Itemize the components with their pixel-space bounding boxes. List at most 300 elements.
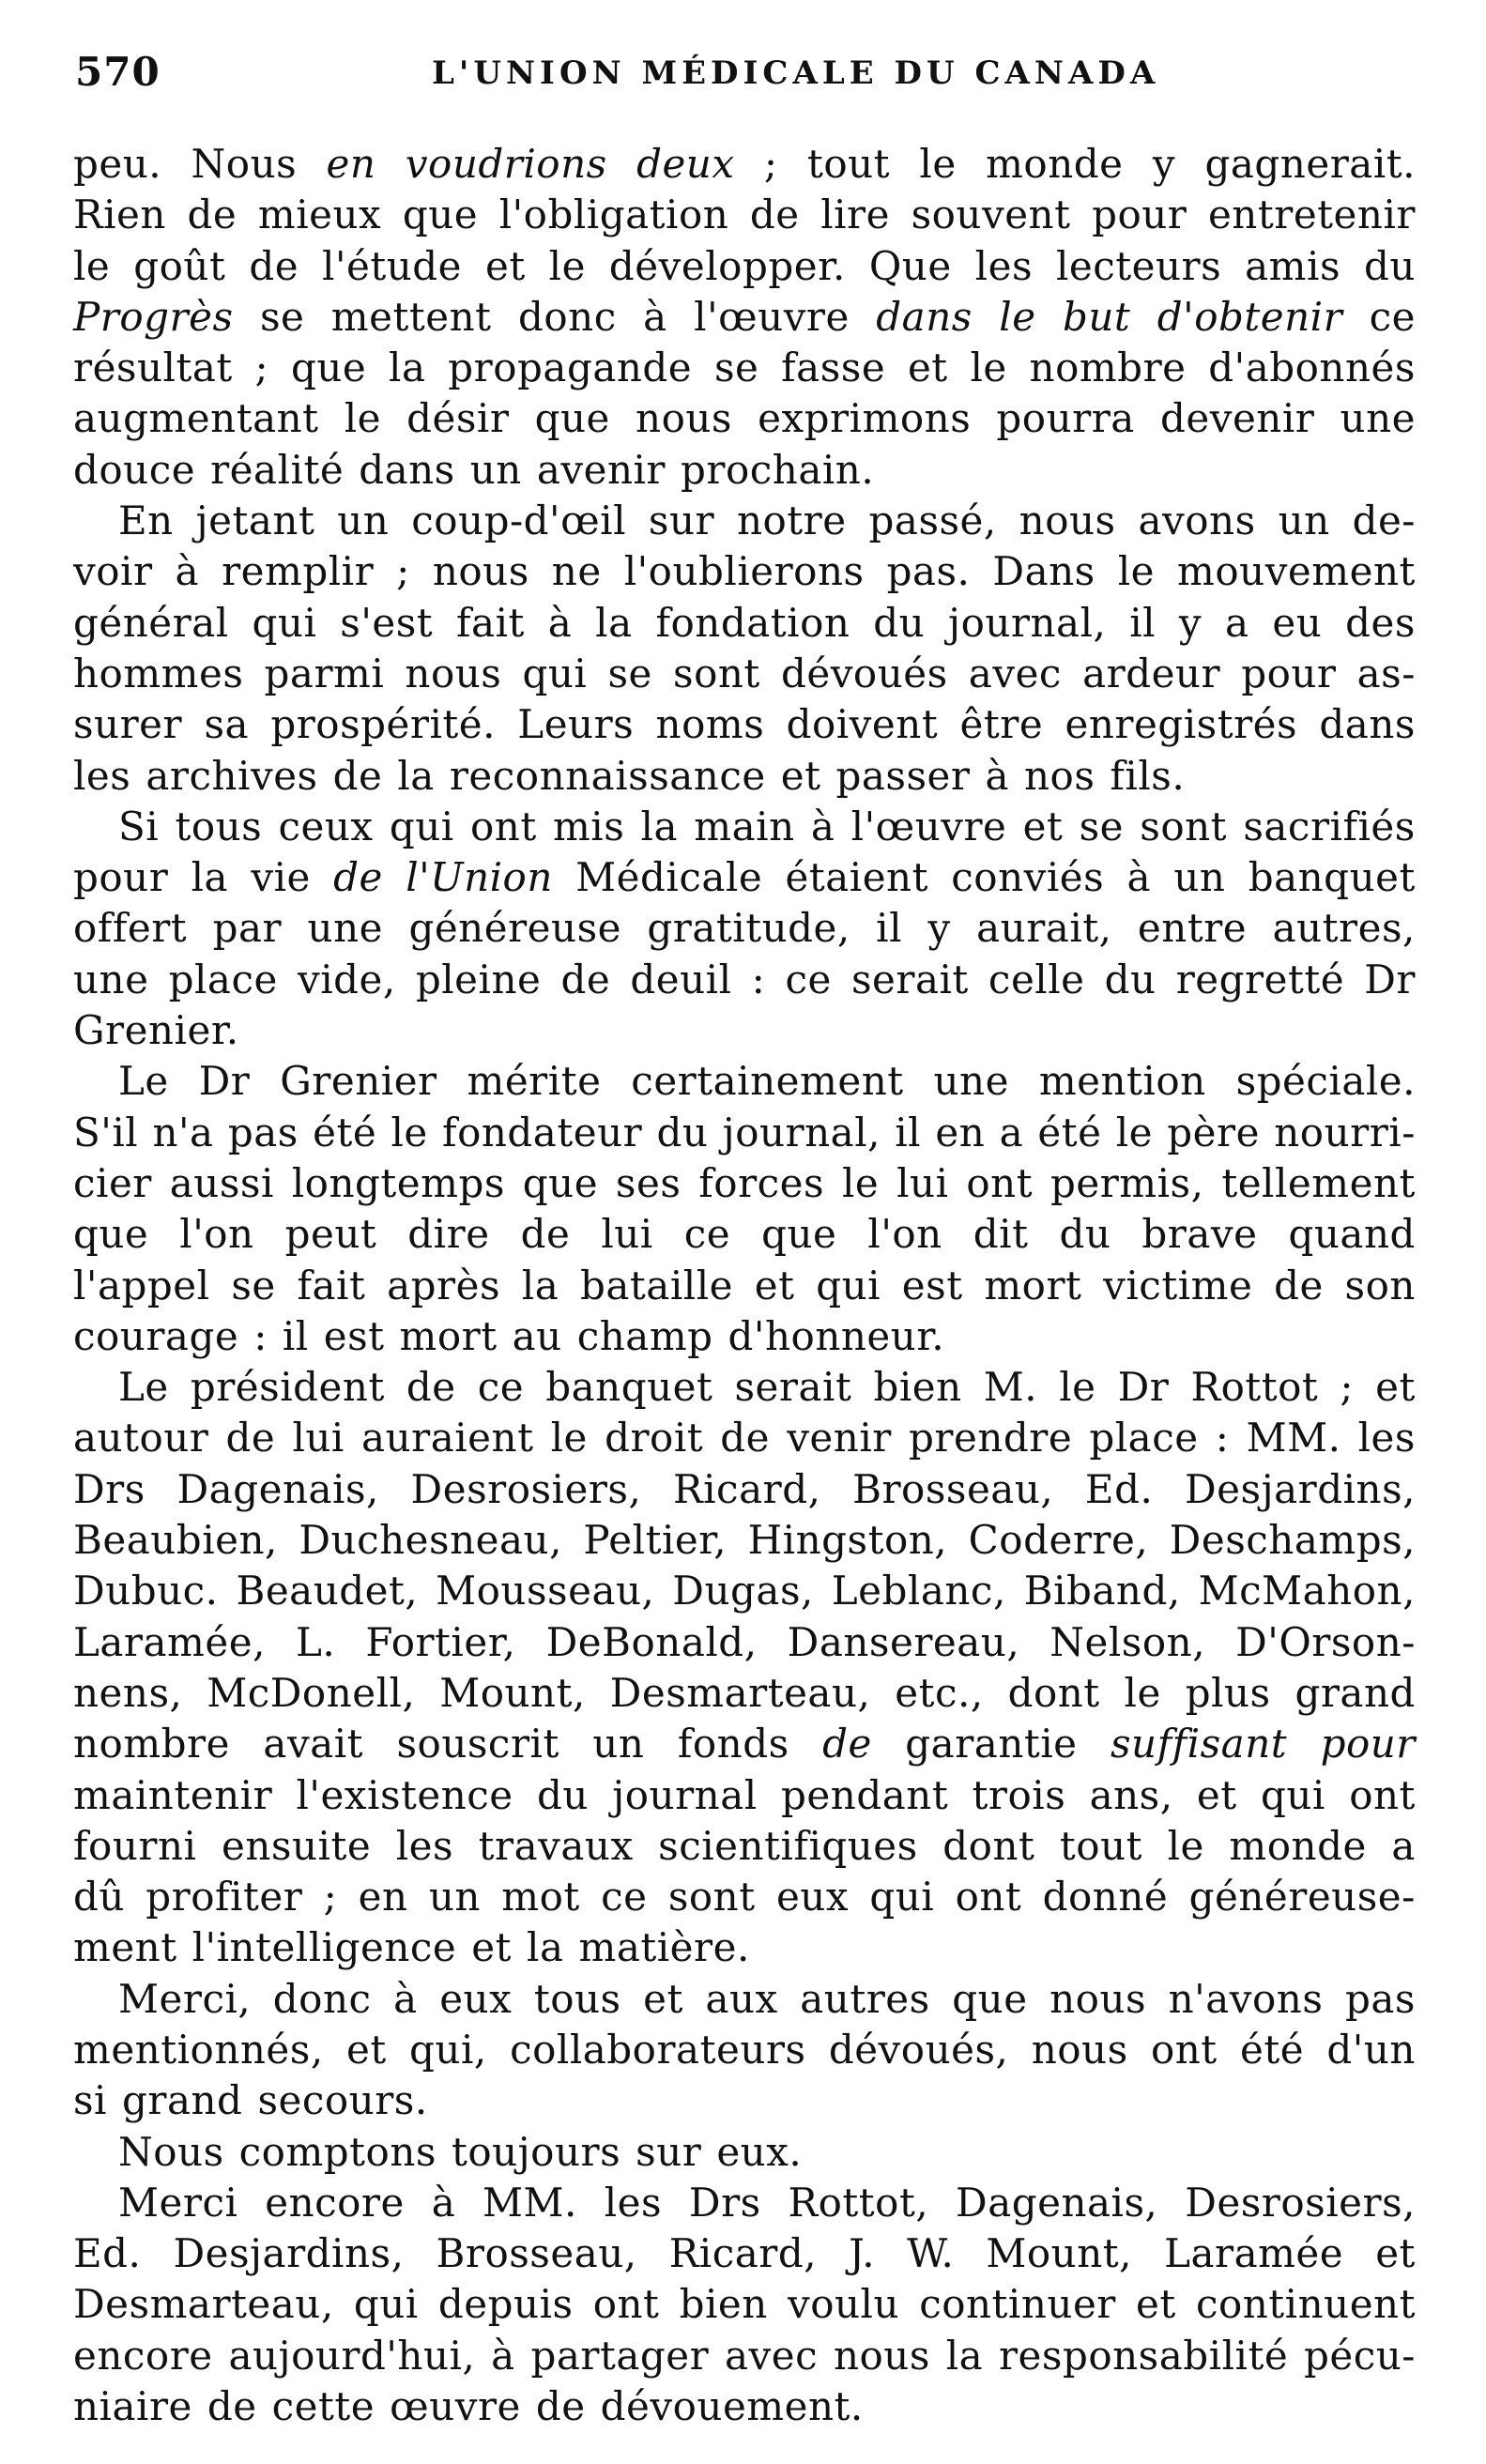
word: et: [1375, 2230, 1416, 2277]
word: doivent: [786, 701, 939, 748]
text-line: [73, 2025, 1416, 2075]
word: mort: [984, 1262, 1082, 1309]
word: une: [933, 1058, 1009, 1105]
word: et: [907, 344, 948, 391]
word: D'Orson-: [1235, 1618, 1416, 1665]
word: n'a: [152, 1109, 214, 1155]
word: Le: [118, 1058, 169, 1105]
word: œuvre: [390, 2383, 521, 2430]
word: ment: [73, 1924, 177, 1971]
word: pourra: [996, 395, 1135, 442]
word: ;: [763, 141, 778, 187]
word: Drs: [688, 2179, 761, 2226]
word: Dans: [992, 548, 1095, 595]
word: peu.: [73, 141, 162, 187]
word: nous: [636, 395, 732, 442]
word: de: [225, 1415, 276, 1462]
word: il: [282, 1312, 309, 1359]
word: grand: [1295, 1669, 1416, 1716]
word: trois: [972, 1771, 1066, 1818]
word: les: [1357, 1415, 1416, 1462]
word: M.: [983, 1364, 1038, 1411]
text-line: [73, 852, 1416, 903]
text-line: [73, 496, 1416, 546]
text-line: [73, 1770, 1416, 1821]
text-line: [73, 1158, 1416, 1209]
word: Dr: [198, 1058, 251, 1105]
word: mort: [399, 1312, 498, 1359]
word: ont: [470, 803, 537, 849]
word: travaux: [478, 1822, 634, 1869]
word: eux.: [716, 2128, 803, 2175]
word: mis: [552, 803, 625, 849]
word: Desrosiers,: [410, 1465, 642, 1512]
word: ce: [683, 1211, 731, 1258]
word: entretenir: [1207, 191, 1416, 238]
word: journal,: [722, 1109, 881, 1155]
word: généreuse: [408, 905, 621, 952]
word: deux: [636, 141, 735, 187]
word: augmentant: [73, 395, 319, 442]
word: la: [389, 344, 426, 391]
word: le: [1059, 1364, 1096, 1411]
word: pour: [1241, 650, 1337, 696]
text-line: [73, 699, 1416, 750]
word: d'obtenir: [1157, 293, 1343, 340]
word: de: [187, 191, 237, 238]
word: développer.: [608, 242, 846, 289]
word: propagande: [448, 344, 693, 391]
word: mention: [1038, 1058, 1206, 1105]
word: un: [592, 1721, 645, 1768]
word: certainement: [631, 1058, 904, 1105]
word: mouvement: [1177, 548, 1416, 595]
word: garantie: [905, 1721, 1078, 1768]
word: noms: [655, 701, 765, 748]
word: de: [406, 1364, 456, 1411]
word: entre: [1137, 905, 1248, 952]
word: les: [604, 2179, 663, 2226]
word: parmi: [264, 650, 385, 696]
word: n'avons: [1168, 1975, 1324, 2022]
word: :: [253, 1312, 268, 1359]
word: Brosseau,: [852, 1465, 1054, 1512]
word: responsabilité: [998, 2332, 1289, 2379]
word: désir: [406, 395, 510, 442]
word: bataille: [579, 1262, 733, 1309]
word: Si: [118, 803, 160, 849]
word: tous: [533, 1975, 621, 2022]
word: enregistrés: [1065, 701, 1298, 748]
word: fils.: [1110, 752, 1186, 799]
page-number: 570: [75, 49, 161, 95]
text-line: [73, 2279, 1416, 2330]
word: se: [259, 293, 305, 340]
word: comptons: [238, 2128, 437, 2175]
word: Dansereau,: [787, 1618, 1020, 1665]
word: journal: [612, 1771, 758, 1818]
word: Merci,: [118, 1975, 252, 2022]
word: serait: [734, 1364, 852, 1411]
word: qui: [869, 1874, 935, 1921]
word: nourri-: [1274, 1109, 1416, 1155]
word: dit: [973, 1211, 1029, 1258]
text-line: [73, 2127, 1416, 2178]
word: se: [607, 650, 652, 696]
word: collaborateurs: [510, 2026, 806, 2073]
word: une: [1340, 395, 1416, 442]
word: :: [751, 956, 766, 1002]
word: le: [1124, 1669, 1161, 1716]
word: s'est: [340, 599, 434, 646]
word: nous: [833, 2332, 930, 2379]
word: le: [344, 395, 381, 442]
word: Desmarteau,: [609, 1669, 871, 1716]
word: notre: [736, 497, 847, 544]
word: Deschamps,: [1169, 1517, 1416, 1564]
word: il: [895, 1109, 922, 1155]
word: lecteurs: [1055, 242, 1222, 289]
word: et: [346, 2026, 387, 2073]
word: Hingston,: [747, 1517, 948, 1564]
word: que: [952, 1975, 1028, 2022]
word: longtemps: [291, 1159, 505, 1206]
word: niaire: [73, 2383, 192, 2430]
word: y: [1152, 141, 1176, 187]
word: de: [1274, 1262, 1324, 1309]
word: Dr: [1364, 956, 1416, 1002]
word: qui: [816, 1262, 881, 1309]
word: devenir: [1159, 395, 1315, 442]
word: le: [1117, 548, 1156, 595]
word: à: [547, 599, 573, 646]
word: ceux: [278, 803, 374, 849]
word: un: [337, 497, 390, 544]
word: que: [761, 1211, 837, 1258]
word: le: [548, 242, 586, 289]
word: profiter: [146, 1874, 303, 1921]
word: qui: [389, 803, 454, 849]
word: ce: [477, 1364, 525, 1411]
word: Grenier.: [73, 1007, 239, 1054]
word: la: [397, 752, 435, 799]
word: être: [959, 701, 1044, 748]
word: tout: [806, 141, 891, 187]
text-line: [73, 393, 1416, 444]
word: la: [527, 1924, 564, 1971]
word: Dugas,: [672, 1568, 814, 1615]
word: ensuite: [222, 1822, 372, 1869]
text-line: [73, 2075, 1416, 2126]
text-line: [73, 2381, 1416, 2432]
text-line: [73, 955, 1416, 1005]
text-line: [73, 139, 1416, 190]
word: qui: [353, 2281, 419, 2328]
word: Fortier,: [365, 1618, 516, 1665]
word: sur: [648, 497, 715, 544]
word: Ed.: [73, 2230, 142, 2277]
word: lui: [896, 1159, 949, 1206]
word: aujourd'hui,: [228, 2332, 476, 2379]
word: fasse: [781, 344, 886, 391]
word: gratitude,: [647, 905, 850, 952]
word: as-: [1356, 650, 1416, 696]
page-header: [75, 49, 1408, 115]
word: à: [175, 548, 200, 595]
word: sont: [667, 1874, 756, 1921]
text-line: [73, 1413, 1416, 1463]
word: Drs: [73, 1465, 146, 1512]
word: la: [945, 2332, 984, 2379]
word: a: [999, 1109, 1024, 1155]
word: mot: [501, 1874, 580, 1921]
word: lui: [601, 1211, 653, 1258]
word: les: [974, 242, 1033, 289]
word: sacrifiés: [1243, 803, 1416, 849]
word: fondation: [655, 599, 850, 646]
word: et: [780, 752, 821, 799]
text-line: [73, 1005, 1416, 1056]
word: S'il: [73, 1109, 139, 1155]
word: ses: [615, 1159, 682, 1206]
word: Dubuc.: [73, 1568, 219, 1615]
word: à: [431, 2179, 456, 2226]
word: ;: [396, 548, 410, 595]
word: Dagenais,: [956, 2179, 1158, 2226]
word: lui: [292, 1415, 345, 1462]
word: lire: [820, 191, 890, 238]
word: un: [428, 1874, 481, 1921]
word: Rien: [73, 191, 166, 238]
word: banquet: [1248, 854, 1416, 901]
word: pendant: [781, 1771, 949, 1818]
word: voulu: [787, 2281, 900, 2328]
word: la: [521, 1262, 559, 1309]
word: W.: [907, 2230, 955, 2277]
word: la: [595, 599, 633, 646]
word: MM.: [1246, 1415, 1341, 1462]
word: les: [73, 752, 131, 799]
word: partager: [530, 2332, 710, 2379]
word: nous: [1031, 2026, 1128, 2073]
word: et: [1196, 1771, 1237, 1818]
word: dévouement.: [600, 2383, 864, 2430]
word: tellement: [1221, 1159, 1416, 1206]
text-line: [73, 1261, 1416, 1311]
word: avec: [724, 2332, 819, 2379]
text-line: [73, 1668, 1416, 1719]
word: été: [1037, 1109, 1102, 1155]
word: encore: [265, 2179, 405, 2226]
word: DeBonald,: [545, 1618, 758, 1665]
word: :: [1215, 1415, 1230, 1462]
word: Que: [868, 242, 952, 289]
word: il: [1129, 599, 1157, 646]
word: Desjardins,: [173, 2230, 405, 2277]
word: l'oublierons: [623, 548, 865, 595]
word: sur: [636, 2128, 702, 2175]
word: L.: [296, 1618, 336, 1665]
word: en: [358, 1874, 408, 1921]
word: Ed.: [1084, 1465, 1154, 1512]
word: pas.: [886, 548, 971, 595]
word: y: [927, 905, 951, 952]
word: venir: [787, 1415, 892, 1462]
word: peut: [284, 1211, 377, 1258]
word: place: [168, 956, 278, 1002]
word: une: [307, 905, 384, 952]
text-line: [73, 802, 1416, 852]
word: suffisant: [1110, 1721, 1288, 1768]
word: exprimons: [758, 395, 972, 442]
word: ont: [966, 1159, 1034, 1206]
word: ne: [551, 548, 602, 595]
word: à: [393, 1975, 418, 2022]
word: autres,: [1272, 905, 1416, 952]
word: aurait,: [976, 905, 1112, 952]
text-line: [73, 1108, 1416, 1158]
word: fait: [297, 1262, 366, 1309]
text-line: [73, 546, 1416, 597]
word: pas: [227, 1109, 299, 1155]
word: amis: [1245, 242, 1340, 289]
word: vie: [251, 854, 311, 901]
word: le: [550, 1415, 588, 1462]
word: regretté: [1175, 956, 1345, 1002]
word: le: [1167, 1822, 1204, 1869]
word: goût: [133, 242, 226, 289]
word: avec: [968, 650, 1062, 696]
word: avons: [1138, 497, 1256, 544]
word: mieux: [257, 191, 382, 238]
word: Médicale: [575, 854, 763, 901]
word: le: [1115, 1109, 1154, 1155]
word: après: [387, 1262, 501, 1309]
word: ont: [592, 2281, 660, 2328]
word: spéciale.: [1235, 1058, 1416, 1105]
text-line: [73, 1056, 1416, 1107]
text-line: [73, 751, 1416, 802]
word: Merci: [118, 2179, 238, 2226]
word: de: [333, 854, 383, 901]
word: victime: [1103, 1262, 1253, 1309]
text-line: [73, 1617, 1416, 1668]
word: fourni: [73, 1822, 197, 1869]
word: eu: [1272, 599, 1323, 646]
text-line: [73, 2178, 1416, 2228]
word: Progrès: [73, 293, 234, 340]
word: et: [471, 1924, 513, 1971]
word: but: [1063, 293, 1131, 340]
word: le: [841, 1159, 880, 1206]
text-line: [73, 1362, 1416, 1413]
word: eux: [775, 1874, 850, 1921]
text-line: [73, 649, 1416, 699]
word: ans,: [1089, 1771, 1173, 1818]
word: l'on: [179, 1211, 254, 1258]
word: à: [1126, 854, 1152, 901]
text-line: [73, 1922, 1416, 1973]
word: été: [1240, 2026, 1305, 2073]
word: un: [1173, 854, 1226, 901]
word: donné: [1042, 1874, 1169, 1921]
word: Mount,: [439, 1669, 586, 1716]
word: les: [395, 1822, 454, 1869]
word: cier: [73, 1159, 152, 1206]
word: mettent: [330, 293, 492, 340]
word: des: [1345, 599, 1416, 646]
word: prospérité.: [270, 701, 496, 748]
text-line: [73, 1566, 1416, 1616]
word: sont: [673, 650, 760, 696]
word: Le: [118, 1364, 169, 1411]
word: nous: [432, 548, 529, 595]
word: monde: [1229, 1822, 1367, 1869]
word: Rottot,: [788, 2179, 929, 2226]
word: brave: [1141, 1211, 1258, 1258]
text-line: [73, 343, 1416, 393]
word: depuis: [437, 2281, 574, 2328]
word: du: [1059, 1211, 1111, 1258]
word: père: [1167, 1109, 1260, 1155]
text-line: [73, 190, 1416, 240]
word: Beaudet,: [236, 1568, 419, 1615]
word: dont: [942, 1822, 1035, 1869]
word: Grenier: [280, 1058, 437, 1105]
text-line: [73, 292, 1416, 343]
word: étaient: [785, 854, 928, 901]
word: été: [313, 1109, 377, 1155]
word: à: [491, 2332, 515, 2379]
word: Brosseau,: [436, 2230, 637, 2277]
word: en: [935, 1109, 986, 1155]
word: que: [534, 395, 610, 442]
word: McMahon,: [1198, 1568, 1416, 1615]
word: Laramée: [1164, 2230, 1344, 2277]
text-line: [73, 1719, 1416, 1769]
text-line: [73, 445, 1416, 496]
word: celle: [988, 956, 1085, 1002]
word: vide,: [297, 956, 396, 1002]
word: de: [207, 2383, 257, 2430]
word: mentionnés,: [73, 2026, 324, 2073]
word: conviés: [951, 854, 1105, 901]
word: de: [749, 191, 800, 238]
word: Leurs: [517, 701, 635, 748]
text-line: [73, 1209, 1416, 1260]
word: Rottot: [1190, 1364, 1319, 1411]
word: ont: [1150, 2026, 1218, 2073]
word: et: [754, 1262, 795, 1309]
word: archives: [146, 752, 318, 799]
word: ce: [1369, 293, 1416, 340]
word: Laramée,: [73, 1618, 266, 1665]
word: dû: [73, 1874, 125, 1921]
text-line: [73, 241, 1416, 292]
word: l'étude: [322, 242, 463, 289]
word: voudrions: [405, 141, 607, 187]
word: en: [326, 141, 376, 187]
word: dans: [1319, 701, 1416, 748]
word: du: [1363, 242, 1416, 289]
word: se: [713, 344, 759, 391]
word: Desrosiers,: [1185, 2179, 1416, 2226]
word: l'œuvre: [694, 293, 850, 340]
word: l'obligation: [498, 191, 729, 238]
text-line: [73, 1311, 1416, 1362]
word: gagnerait.: [1204, 141, 1416, 187]
word: quand: [1288, 1211, 1416, 1258]
